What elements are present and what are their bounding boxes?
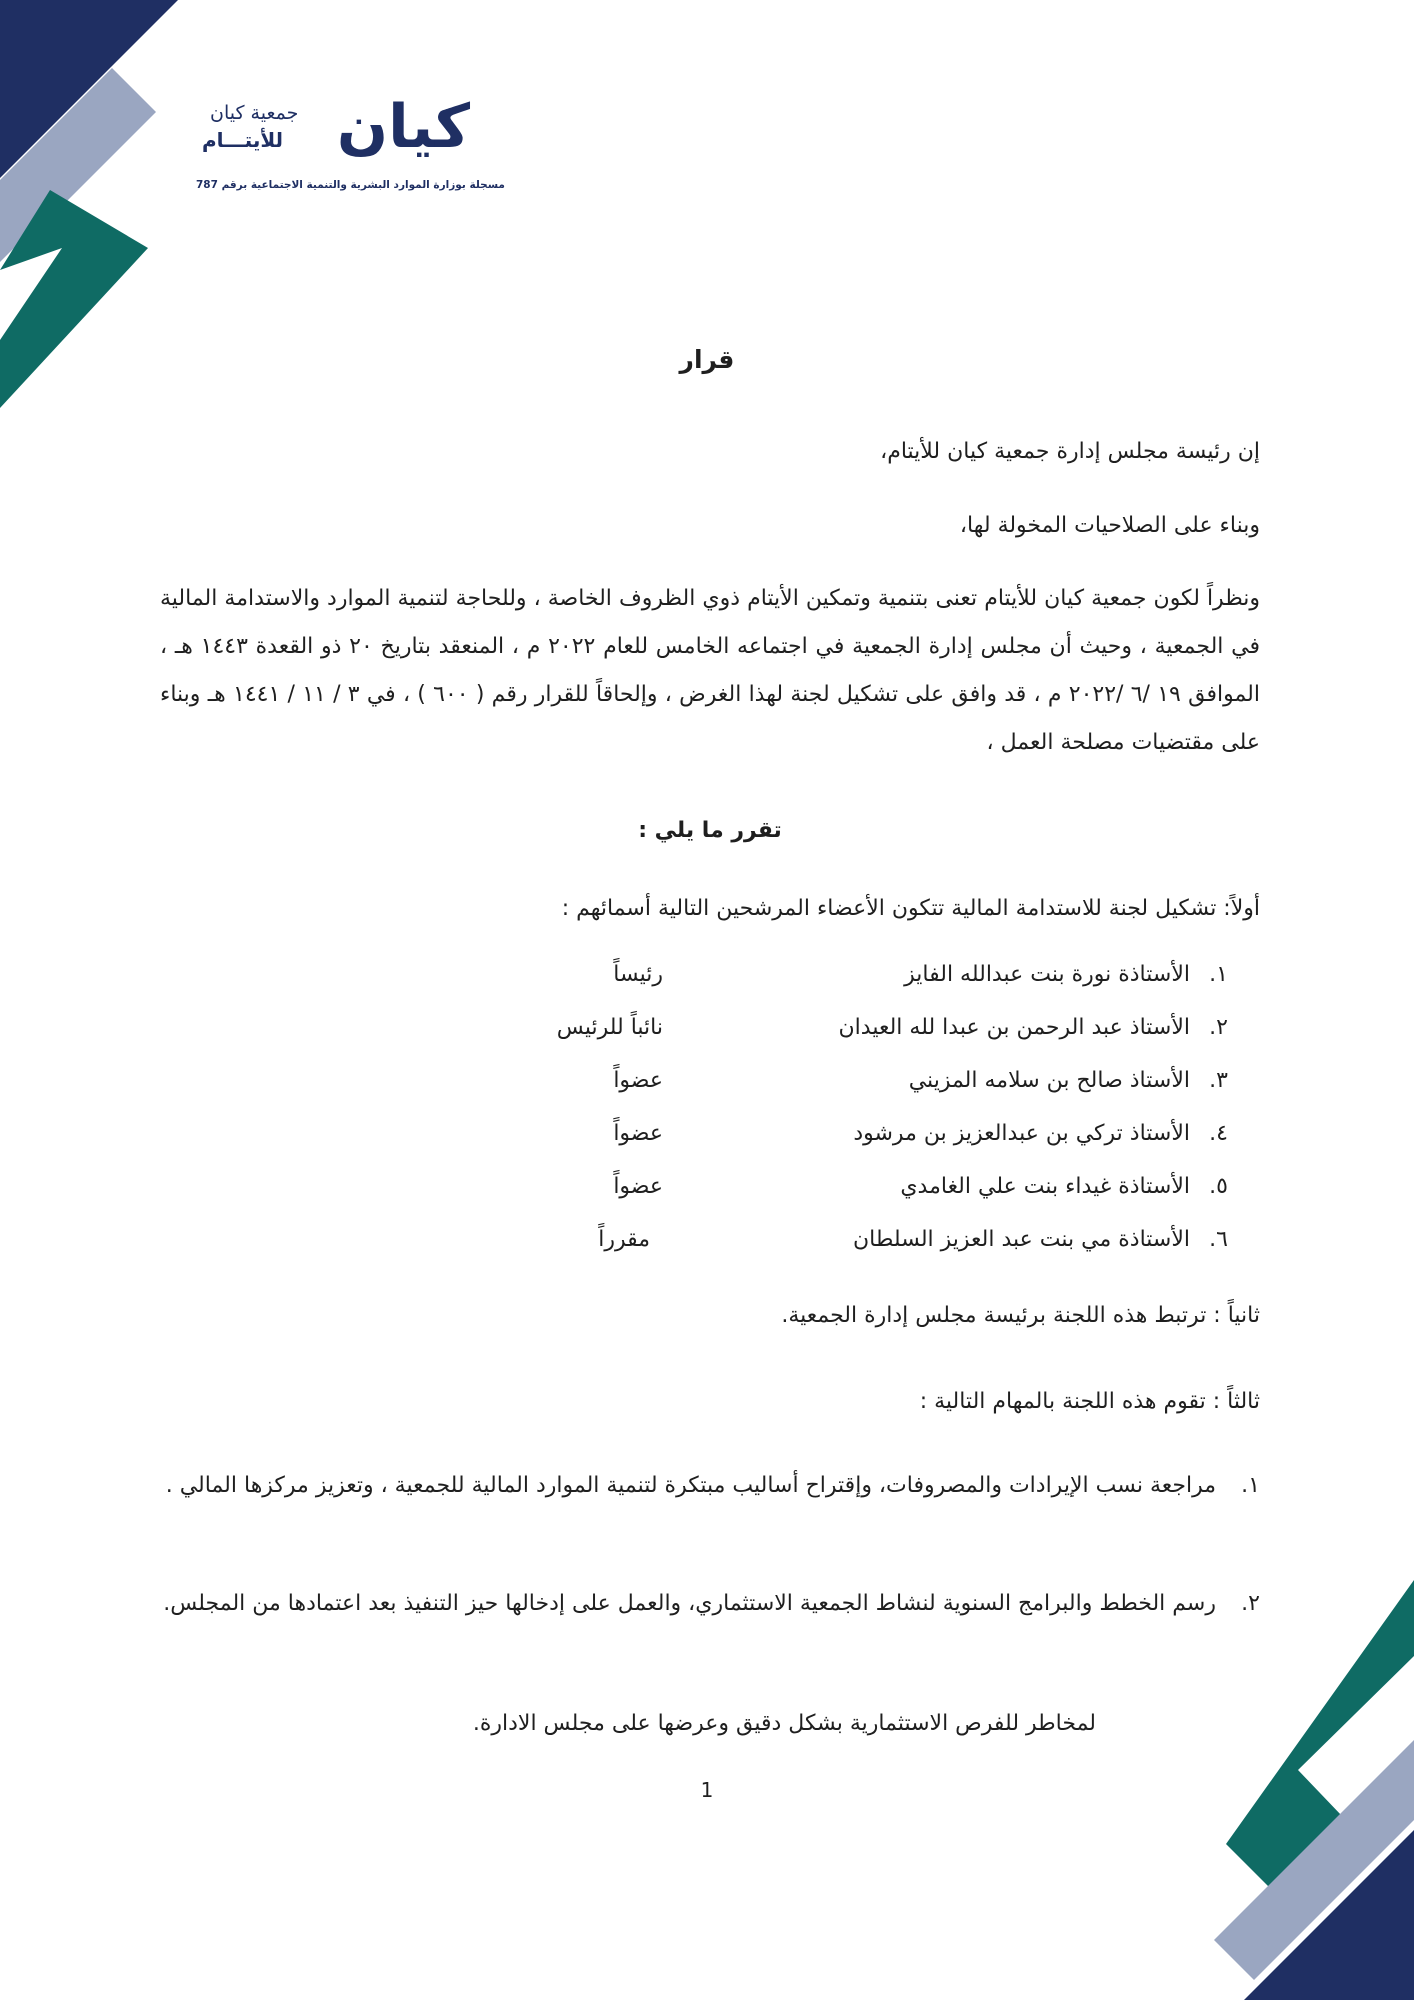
member-name: الأستاذة نورة بنت عبدالله الفايز	[904, 962, 1190, 987]
logo-subtitle-line2: للأيتـــام	[202, 128, 284, 152]
task-text: مراجعة نسب الإيرادات والمصروفات، وإقتراح أساليب مبتكرة لتنمية الموارد المالية للجمعية ، وتعزيز مركزها المالي .	[165, 1473, 1216, 1498]
member-role: نائباً للرئيس	[556, 1015, 663, 1040]
member-role: عضواً	[613, 1174, 663, 1199]
member-row	[528, 1174, 1228, 1214]
clause-second: ثانياً : ترتبط هذه اللجنة برئيسة مجلس إدارة الجمعية.	[781, 1303, 1260, 1328]
member-number: ٢.	[1209, 1015, 1228, 1040]
member-role: عضواً	[613, 1121, 663, 1146]
member-row	[528, 1068, 1228, 1108]
intro-line-2: وبناء على الصلاحيات المخولة لها،	[959, 513, 1260, 538]
member-role: مقرراً	[598, 1227, 650, 1252]
member-number: ٣.	[1209, 1068, 1228, 1093]
truncated-line: لمخاطر للفرص الاستثمارية بشكل دقيق وعرضها على مجلس الادارة.	[472, 1711, 1096, 1736]
member-name: الأستاذ عبد الرحمن بن عبدا لله العيدان	[838, 1015, 1190, 1040]
logo-wordmark: كيان	[336, 92, 470, 162]
task-number: ١.	[1241, 1473, 1260, 1498]
page-number: 1	[700, 1778, 714, 1802]
intro-paragraph: ونظراً لكون جمعية كيان للأيتام تعنى بتنمية وتمكين الأيتام ذوي الظروف الخاصة ، وللحاجة لتنمية الموارد والاستدامة المالية في الجمعية ، وحيث أن مجلس إدارة الجمعية في اجتماعه الخامس للعام ٢٠٢٢ م ، المنعقد بتاريخ ٢٠ ذو القعدة ١٤٤٣ هـ ، الموافق ١٩ /٦ /٢٠٢٢ م ، قد وافق على تشكيل لجنة لهذا الغرض ، وإلحاقاً للقرار رقم ( ٦٠٠ ) ، في ٣ / ١١ / ١٤٤١ هـ وبناء على مقتضيات مصلحة العمل ،	[160, 586, 1260, 755]
clause-first: أولاً: تشكيل لجنة للاستدامة المالية تتكون الأعضاء المرشحين التالية أسمائهم :	[561, 896, 1260, 921]
decides-heading: تقرر ما يلي :	[638, 818, 782, 843]
member-name: الأستاذ صالح بن سلامه المزيني	[908, 1068, 1190, 1093]
task-number: ٢.	[1241, 1591, 1260, 1616]
task-item	[160, 1456, 1260, 1516]
member-number: ٤.	[1209, 1121, 1228, 1146]
member-row	[528, 1015, 1228, 1055]
member-row	[528, 1227, 1228, 1267]
logo-registration-text: مسجلة بوزارة الموارد البشرية والتنمية الاجتماعية برقم 787	[196, 179, 505, 191]
task-item	[160, 1574, 1260, 1634]
member-number: ١.	[1209, 962, 1228, 987]
member-number: ٦.	[1209, 1227, 1228, 1252]
intro-line-1: إن رئيسة مجلس إدارة جمعية كيان للأيتام،	[880, 439, 1260, 464]
document-title: قرار	[679, 345, 735, 374]
member-name: الأستاذة غيداء بنت علي الغامدي	[900, 1174, 1190, 1199]
member-row	[528, 1121, 1228, 1161]
task-text: رسم الخطط والبرامج السنوية لنشاط الجمعية الاستثماري، والعمل على إدخالها حيز التنفيذ بعد اعتمادها من المجلس.	[163, 1591, 1216, 1616]
member-role: عضواً	[613, 1068, 663, 1093]
member-name: الأستاذ تركي بن عبدالعزيز بن مرشود	[853, 1121, 1190, 1146]
organization-logo	[190, 92, 505, 202]
member-number: ٥.	[1209, 1174, 1228, 1199]
clause-third: ثالثاً : تقوم هذه اللجنة بالمهام التالية :	[919, 1389, 1260, 1414]
member-row	[528, 962, 1228, 1002]
logo-subtitle-line1: جمعية كيان	[210, 102, 299, 124]
member-role: رئيساً	[613, 962, 663, 987]
member-name: الأستاذة مي بنت عبد العزيز السلطان	[853, 1227, 1190, 1252]
